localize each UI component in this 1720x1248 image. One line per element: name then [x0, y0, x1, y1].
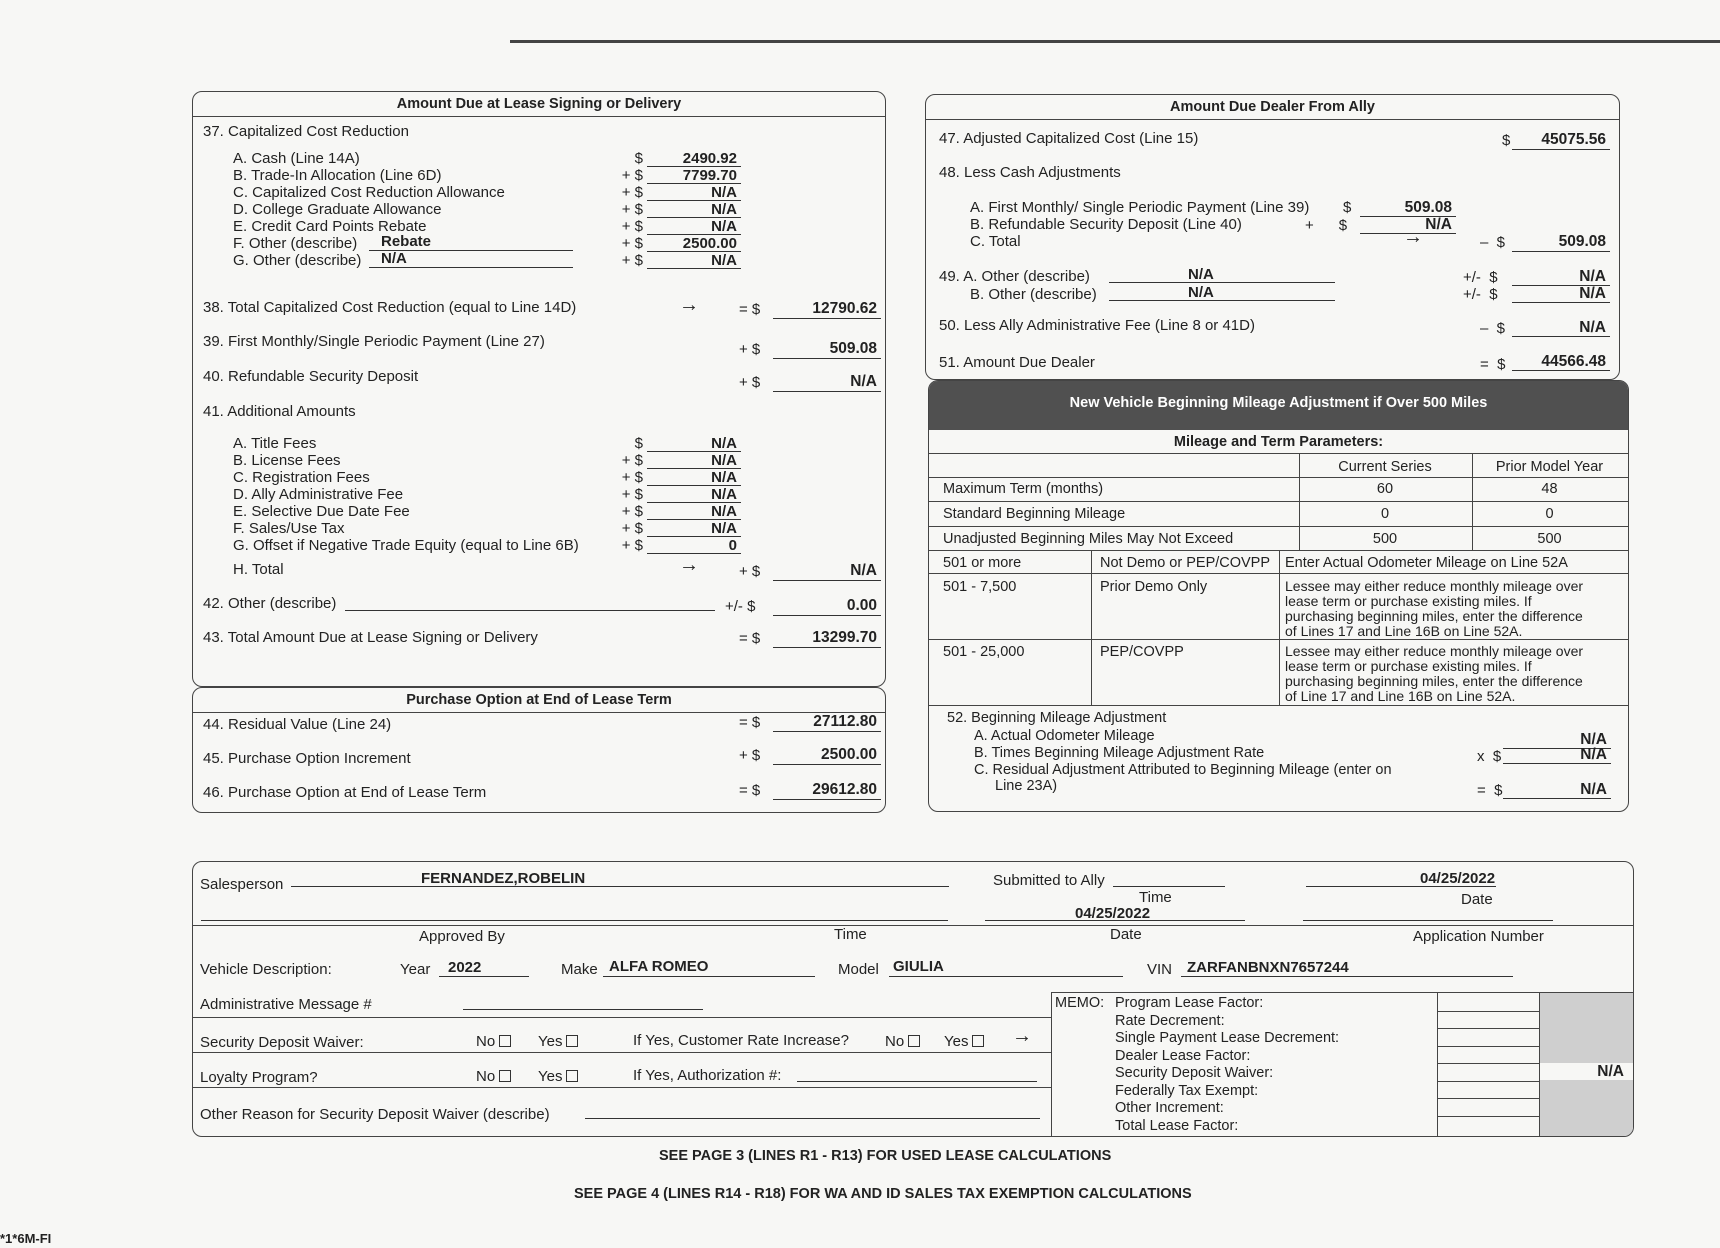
mileage-rule-row-3-text-line: purchasing beginning miles, enter the difference [1285, 673, 1583, 689]
line-52-label: 52. Beginning Mileage Adjustment [947, 710, 1167, 726]
line-44-sign: = $ [739, 714, 761, 731]
line-43-label: 43. Total Amount Due at Lease Signing or Delivery [203, 629, 538, 646]
mileage-col-divider-2 [1472, 453, 1473, 550]
line-41-item-value: 0 [728, 537, 737, 554]
rate-arrow: → [1012, 1025, 1032, 1047]
line-52b-value: N/A [1580, 746, 1607, 763]
memo-row-rule [1437, 1081, 1539, 1082]
line-41-item-label: C. Registration Fees [233, 469, 370, 486]
line-50-label: 50. Less Ally Administrative Fee (Line 8 or 41D) [939, 317, 1255, 334]
memo-col-divider-1 [1437, 992, 1438, 1137]
line-49a-describe: N/A [1188, 266, 1214, 283]
mileage-row-3-current: 500 [1372, 531, 1398, 547]
note-page-4: SEE PAGE 4 (LINES R14 - R18) FOR WA AND ID SALES TAX EXEMPTION CALCULATIONS [574, 1186, 1192, 1202]
line-41-item-sign: + $ [621, 537, 643, 554]
lease-signing-title: Amount Due at Lease Signing or Delivery [193, 92, 885, 117]
line-42-value: 0.00 [846, 597, 877, 614]
line-48a-label: A. First Monthly/ Single Periodic Payment (Line 39) [970, 199, 1310, 216]
submission-section [192, 861, 1634, 1137]
line-52c-value: N/A [1580, 781, 1607, 798]
line-52a-label: A. Actual Odometer Mileage [974, 728, 1155, 744]
mileage-rule-row-3-range: 501 - 25,000 [943, 644, 1025, 660]
line-39-value: 509.08 [829, 340, 877, 357]
line-48c-value: 509.08 [1558, 233, 1606, 250]
mileage-rule-8 [929, 705, 1628, 706]
mileage-col-divider-4 [1279, 550, 1280, 705]
line-47-sign: $ [1502, 132, 1511, 149]
line-41-item-value: N/A [711, 486, 737, 503]
line-49a-label: 49. A. Other (describe) [939, 268, 1090, 285]
administrative-message-field[interactable] [463, 1009, 703, 1010]
sdw-no-checkbox[interactable] [499, 1035, 511, 1047]
mileage-col-divider-3 [1091, 550, 1092, 705]
submitted-time-label: Time [1139, 889, 1172, 906]
memo-row-rule [1437, 1098, 1539, 1099]
lease-signing-section [192, 91, 886, 687]
model-label: Model [838, 961, 879, 978]
approved-date-value: 04/25/2022 [1075, 905, 1151, 922]
sdw-no-option[interactable] [476, 1033, 511, 1050]
line-47-label: 47. Adjusted Capitalized Cost (Line 15) [939, 130, 1199, 147]
line-41-item-sign: + $ [621, 486, 643, 503]
line-37-item-label: F. Other (describe) [233, 235, 358, 252]
mileage-rule-row-2-type: Prior Demo Only [1100, 579, 1208, 595]
line-46-sign: = $ [739, 782, 761, 799]
line-49a-value: N/A [1579, 268, 1606, 285]
line-37-item-describe: N/A [381, 250, 407, 267]
line-41-item-sign: $ [634, 435, 643, 452]
security-deposit-waiver-label: Security Deposit Waiver: [200, 1034, 364, 1051]
line-37-item-underline [647, 268, 741, 269]
line-46-value: 29612.80 [812, 781, 877, 798]
authorization-label: If Yes, Authorization #: [633, 1067, 782, 1084]
mileage-row-1-prior: 48 [1541, 481, 1558, 497]
line-52b-label: B. Times Beginning Mileage Adjustment Rate [974, 745, 1265, 761]
vin-label: VIN [1147, 961, 1173, 978]
model-value: GIULIA [893, 958, 944, 975]
line-51-value: 44566.48 [1541, 353, 1606, 370]
loyalty-yes-option[interactable] [538, 1068, 578, 1085]
memo-item-label: Federally Tax Exempt: [1115, 1082, 1259, 1099]
line-38-label: 38. Total Capitalized Cost Reduction (equal to Line 14D) [203, 299, 577, 316]
line-51-sign: = $ [1480, 356, 1506, 373]
memo-shaded-top [1540, 993, 1633, 1063]
purchase-option-title: Purchase Option at End of Lease Term [193, 688, 885, 713]
line-37-item-sign: + $ [621, 252, 643, 269]
line-52c-sign: = $ [1477, 782, 1503, 799]
line-41-item-value: N/A [711, 469, 737, 486]
make-field[interactable] [603, 976, 815, 977]
line-46-underline [773, 799, 881, 800]
line-37-item-value: N/A [711, 201, 737, 218]
line-41-item-label: D. Ally Administrative Fee [233, 486, 404, 503]
sdw-yes-label: Yes [538, 1033, 563, 1050]
dealer-from-ally-title: Amount Due Dealer From Ally [926, 95, 1619, 120]
mileage-rule-row-1-text: Enter Actual Odometer Mileage on Line 52A [1285, 555, 1568, 571]
approved-time-label: Time [834, 926, 867, 943]
memo-item-label: Program Lease Factor: [1115, 995, 1264, 1011]
line-37-item-sign: $ [634, 150, 643, 167]
memo-item-label: Total Lease Factor: [1115, 1117, 1239, 1134]
line-37-item-label: B. Trade-In Allocation (Line 6D) [233, 167, 442, 184]
sdw-yes-checkbox[interactable] [566, 1035, 578, 1047]
line-42-underline [773, 615, 881, 616]
line-41-item-value: N/A [711, 452, 737, 469]
line-37-item-sign: + $ [621, 235, 643, 252]
sdw-yes-option[interactable] [538, 1033, 578, 1050]
line-41-item-value: N/A [711, 503, 737, 520]
vehicle-description-label: Vehicle Description: [200, 961, 332, 978]
line-37-item-sign: + $ [621, 218, 643, 235]
loyalty-yes-label: Yes [538, 1068, 563, 1085]
line-41-item-label: A. Title Fees [233, 435, 317, 452]
line-45-value: 2500.00 [820, 746, 877, 763]
line-43-value: 13299.70 [812, 629, 877, 646]
model-field[interactable] [889, 976, 1123, 977]
vin-field[interactable] [1181, 976, 1513, 977]
application-number-label: Application Number [1413, 928, 1544, 945]
mileage-section [928, 380, 1629, 812]
memo-col-divider-2 [1539, 992, 1540, 1137]
mileage-rule-row-1-type: Not Demo or PEP/COVPP [1100, 555, 1271, 571]
line-37-item-sign: + $ [621, 184, 643, 201]
line-38-sign: = $ [739, 301, 761, 318]
memo-item-label: Other Increment: [1115, 1100, 1224, 1116]
approved-time-field[interactable] [738, 920, 948, 921]
mileage-col-current: Current Series [1338, 459, 1432, 475]
line-38-arrow: → [679, 294, 699, 316]
line-52b-underline [1503, 763, 1611, 764]
mileage-row-3-prior: 500 [1537, 531, 1562, 547]
mileage-rule-row-3-type: PEP/COVPP [1100, 644, 1184, 660]
line-44-label: 44. Residual Value (Line 24) [203, 716, 392, 733]
sdw-no-label: No [476, 1033, 496, 1050]
mileage-rule-row-3-text-line: Lessee may either reduce monthly mileage over [1285, 643, 1584, 659]
line-41-item-value: N/A [711, 520, 737, 537]
line-41-item-label: G. Offset if Negative Trade Equity (equal to Line 6B) [233, 537, 579, 554]
line-41h-underline [773, 580, 881, 581]
line-37-item-value: N/A [711, 218, 737, 235]
line-38-value: 12790.62 [812, 300, 877, 317]
other-reason-field[interactable] [585, 1118, 1040, 1119]
line-41-item-value: N/A [711, 435, 737, 452]
line-49b-label: B. Other (describe) [970, 286, 1097, 303]
line-48b-label: B. Refundable Security Deposit (Line 40) [970, 216, 1242, 233]
line-37-item-describe-field [369, 267, 573, 268]
line-39-sign: + $ [739, 341, 761, 358]
line-37-item-label: D. College Graduate Allowance [233, 201, 442, 218]
line-41-item-label: B. License Fees [233, 452, 341, 469]
line-49b-sign: +/- $ [1463, 286, 1498, 303]
make-value: ALFA ROMEO [609, 958, 709, 975]
line-37-item-value: 7799.70 [682, 167, 737, 184]
mileage-col-divider-1 [1299, 453, 1300, 550]
mileage-rule-row-2-text-line: lease term or purchase existing miles. If [1285, 593, 1532, 609]
memo-row-rule [1437, 1116, 1539, 1117]
approved-by-field[interactable] [201, 920, 743, 921]
line-41h-sign: + $ [739, 563, 761, 580]
mileage-rule-row-1-range: 501 or more [943, 555, 1022, 571]
line-42-sign: +/- $ [725, 598, 756, 615]
loyalty-program-label: Loyalty Program? [200, 1069, 318, 1086]
mileage-row-1-label: Maximum Term (months) [943, 481, 1104, 497]
salesperson-label: Salesperson [200, 876, 284, 893]
line-37-item-sign: + $ [621, 167, 643, 184]
line-43-underline [773, 647, 881, 648]
memo-item-label: Security Deposit Waiver: [1115, 1065, 1274, 1081]
submitted-date-label: Date [1461, 891, 1493, 908]
line-41h-label: H. Total [233, 561, 284, 578]
rate-no-label: No [885, 1033, 905, 1050]
line-40-label: 40. Refundable Security Deposit [203, 368, 419, 385]
line-42-describe-field[interactable] [345, 610, 715, 611]
submitted-date-value: 04/25/2022 [1420, 870, 1496, 887]
administrative-message-label: Administrative Message # [200, 996, 372, 1013]
line-52b-sign: x $ [1477, 748, 1502, 765]
loyalty-yes-checkbox[interactable] [566, 1070, 578, 1082]
memo-item-label: Single Payment Lease Decrement: [1115, 1030, 1340, 1046]
rate-yes-checkbox[interactable] [972, 1035, 984, 1047]
submitted-time-field[interactable] [1113, 886, 1225, 887]
page-top-rule [510, 40, 1720, 43]
line-44-value: 27112.80 [813, 713, 877, 730]
line-52a-value: N/A [1580, 731, 1607, 748]
mileage-rule-4 [929, 526, 1628, 527]
submission-rule-2 [193, 1017, 1051, 1018]
rate-yes-label: Yes [944, 1033, 969, 1050]
submitted-to-ally-label: Submitted to Ally [993, 872, 1105, 889]
submission-rule-1 [193, 925, 1633, 926]
customer-rate-increase-label: If Yes, Customer Rate Increase? [633, 1032, 849, 1049]
submission-rule-4 [193, 1087, 1051, 1088]
memo-row-rule [1437, 1011, 1539, 1012]
mileage-rule-3 [929, 501, 1628, 502]
mileage-rule-row-2-text-line: of Lines 17 and Line 16B on Line 52A. [1285, 623, 1523, 639]
application-number-field[interactable] [1303, 920, 1553, 921]
line-44-underline [773, 731, 881, 732]
line-40-sign: + $ [739, 374, 761, 391]
approved-date-label: Date [1110, 926, 1142, 943]
line-49b-value: N/A [1579, 285, 1606, 302]
memo-shaded-bottom [1540, 1080, 1633, 1137]
line-37-label: 37. Capitalized Cost Reduction [203, 123, 409, 140]
rate-yes-option[interactable] [944, 1033, 984, 1050]
line-38-underline [773, 318, 881, 319]
mileage-rule-2 [929, 477, 1628, 478]
mileage-col-prior: Prior Model Year [1495, 459, 1604, 475]
line-48a-value: 509.08 [1404, 199, 1452, 216]
mileage-rule-row-3-text-line: lease term or purchase existing miles. If [1285, 658, 1532, 674]
loyalty-no-label: No [476, 1068, 496, 1085]
mileage-banner: New Vehicle Beginning Mileage Adjustment if Over 500 Miles [929, 381, 1628, 430]
line-48-label: 48. Less Cash Adjustments [939, 164, 1121, 181]
mileage-row-2-prior: 0 [1545, 506, 1554, 522]
line-45-underline [773, 764, 881, 765]
memo-row-rule [1437, 1046, 1539, 1047]
mileage-row-3-label: Unadjusted Beginning Miles May Not Exceed [943, 531, 1234, 547]
mileage-rule-row-2-text-line: Lessee may either reduce monthly mileage over [1285, 578, 1584, 594]
memo-row-rule [1437, 1028, 1539, 1029]
loyalty-no-option[interactable] [476, 1068, 511, 1085]
make-label: Make [561, 961, 598, 978]
line-43-sign: = $ [739, 630, 761, 647]
memo-row-rule [1437, 1063, 1539, 1064]
line-52c-label-2: Line 23A) [995, 778, 1058, 794]
line-37-item-sign: + $ [621, 201, 643, 218]
line-52c-label-1: C. Residual Adjustment Attributed to Beginning Mileage (enter on [974, 762, 1392, 778]
line-37-item-label: G. Other (describe) [233, 252, 362, 269]
line-49b-describe: N/A [1188, 284, 1214, 301]
mileage-rule-row-3-text-line: of Line 17 and Line 16B on Line 52A. [1285, 688, 1516, 704]
line-48c-arrow: → [1403, 226, 1423, 248]
line-37-item-label: E. Credit Card Points Rebate [233, 218, 427, 235]
line-41-item-sign: + $ [621, 469, 643, 486]
salesperson-field[interactable] [291, 886, 949, 887]
rate-no-checkbox[interactable] [908, 1035, 920, 1047]
year-value: 2022 [448, 959, 482, 976]
line-37-item-value: N/A [711, 184, 737, 201]
line-41h-arrow: → [679, 554, 699, 576]
line-48c-sign: – $ [1480, 234, 1506, 251]
line-37-item-value: 2500.00 [682, 235, 737, 252]
line-37-item-describe: Rebate [381, 233, 432, 250]
rate-no-option[interactable] [885, 1033, 920, 1050]
line-51-underline [1512, 370, 1610, 371]
mileage-subtitle: Mileage and Term Parameters: [1173, 434, 1384, 450]
line-41-item-label: F. Sales/Use Tax [233, 520, 345, 537]
line-37-item-label: A. Cash (Line 14A) [233, 150, 360, 167]
line-41-item-sign: + $ [621, 520, 643, 537]
memo-value: N/A [1597, 1063, 1624, 1080]
line-48c-underline [1512, 251, 1610, 252]
mileage-row-1-current: 60 [1376, 481, 1394, 497]
line-37-item-value: 2490.92 [682, 150, 737, 167]
line-50-value: N/A [1579, 319, 1606, 336]
line-41-item-label: E. Selective Due Date Fee [233, 503, 410, 520]
year-label: Year [400, 961, 431, 978]
line-52c-underline [1503, 798, 1611, 799]
note-page-3: SEE PAGE 3 (LINES R1 - R13) FOR USED LEASE CALCULATIONS [659, 1148, 1112, 1164]
memo-label: MEMO: [1055, 995, 1105, 1011]
salesperson-value: FERNANDEZ,ROBELIN [421, 870, 586, 887]
line-48b-sign: + $ [1305, 217, 1348, 234]
vin-value: ZARFANBNXN7657244 [1187, 959, 1349, 976]
line-50-underline [1512, 336, 1610, 337]
line-47-value: 45075.56 [1541, 131, 1606, 148]
purchase-option-section [192, 687, 886, 813]
line-46-label: 46. Purchase Option at End of Lease Term [203, 784, 487, 801]
line-45-label: 45. Purchase Option Increment [203, 750, 411, 767]
form-code: *1*6M-FI [0, 1231, 52, 1246]
authorization-field[interactable] [797, 1081, 1037, 1082]
line-42-label: 42. Other (describe) [203, 595, 337, 612]
line-47-underline [1512, 149, 1610, 150]
line-41-label: 41. Additional Amounts [203, 403, 356, 420]
mileage-rule-1 [929, 453, 1628, 454]
submission-rule-3 [193, 1052, 1051, 1053]
line-39-underline [773, 358, 881, 359]
line-40-underline [773, 391, 881, 392]
line-50-sign: – $ [1480, 320, 1506, 337]
memo-item-label: Rate Decrement: [1115, 1012, 1225, 1029]
memo-item-label: Dealer Lease Factor: [1115, 1047, 1251, 1064]
dealer-from-ally-section [925, 94, 1620, 380]
line-40-value: N/A [850, 373, 877, 390]
line-49a-describe-field [1109, 282, 1335, 283]
mileage-row-2-label: Standard Beginning Mileage [943, 506, 1126, 522]
line-49b-underline [1512, 302, 1610, 303]
mileage-row-2-current: 0 [1380, 506, 1390, 522]
line-48c-label: C. Total [970, 233, 1021, 250]
other-reason-label: Other Reason for Security Deposit Waiver (describe) [200, 1106, 550, 1123]
line-48b-value: N/A [1425, 216, 1452, 233]
line-41h-value: N/A [850, 562, 877, 579]
mileage-rule-row-2-range: 501 - 7,500 [943, 579, 1017, 595]
mileage-rule-row-2-text-line: purchasing beginning miles, enter the difference [1285, 608, 1583, 624]
line-37-item-value: N/A [711, 252, 737, 269]
year-field[interactable] [439, 976, 529, 977]
line-48a-sign: $ [1343, 199, 1352, 216]
line-41-item-sign: + $ [621, 452, 643, 469]
line-45-sign: + $ [739, 747, 761, 764]
memo-divider [1051, 992, 1052, 1137]
line-41-item-sign: + $ [621, 503, 643, 520]
line-37-item-label: C. Capitalized Cost Reduction Allowance [233, 184, 505, 201]
line-49b-describe-field [1109, 300, 1335, 301]
approved-by-label: Approved By [419, 928, 505, 945]
line-39-label: 39. First Monthly/Single Periodic Payment (Line 27) [203, 333, 545, 350]
line-51-label: 51. Amount Due Dealer [939, 354, 1095, 371]
line-49a-sign: +/- $ [1463, 269, 1498, 286]
loyalty-no-checkbox[interactable] [499, 1070, 511, 1082]
